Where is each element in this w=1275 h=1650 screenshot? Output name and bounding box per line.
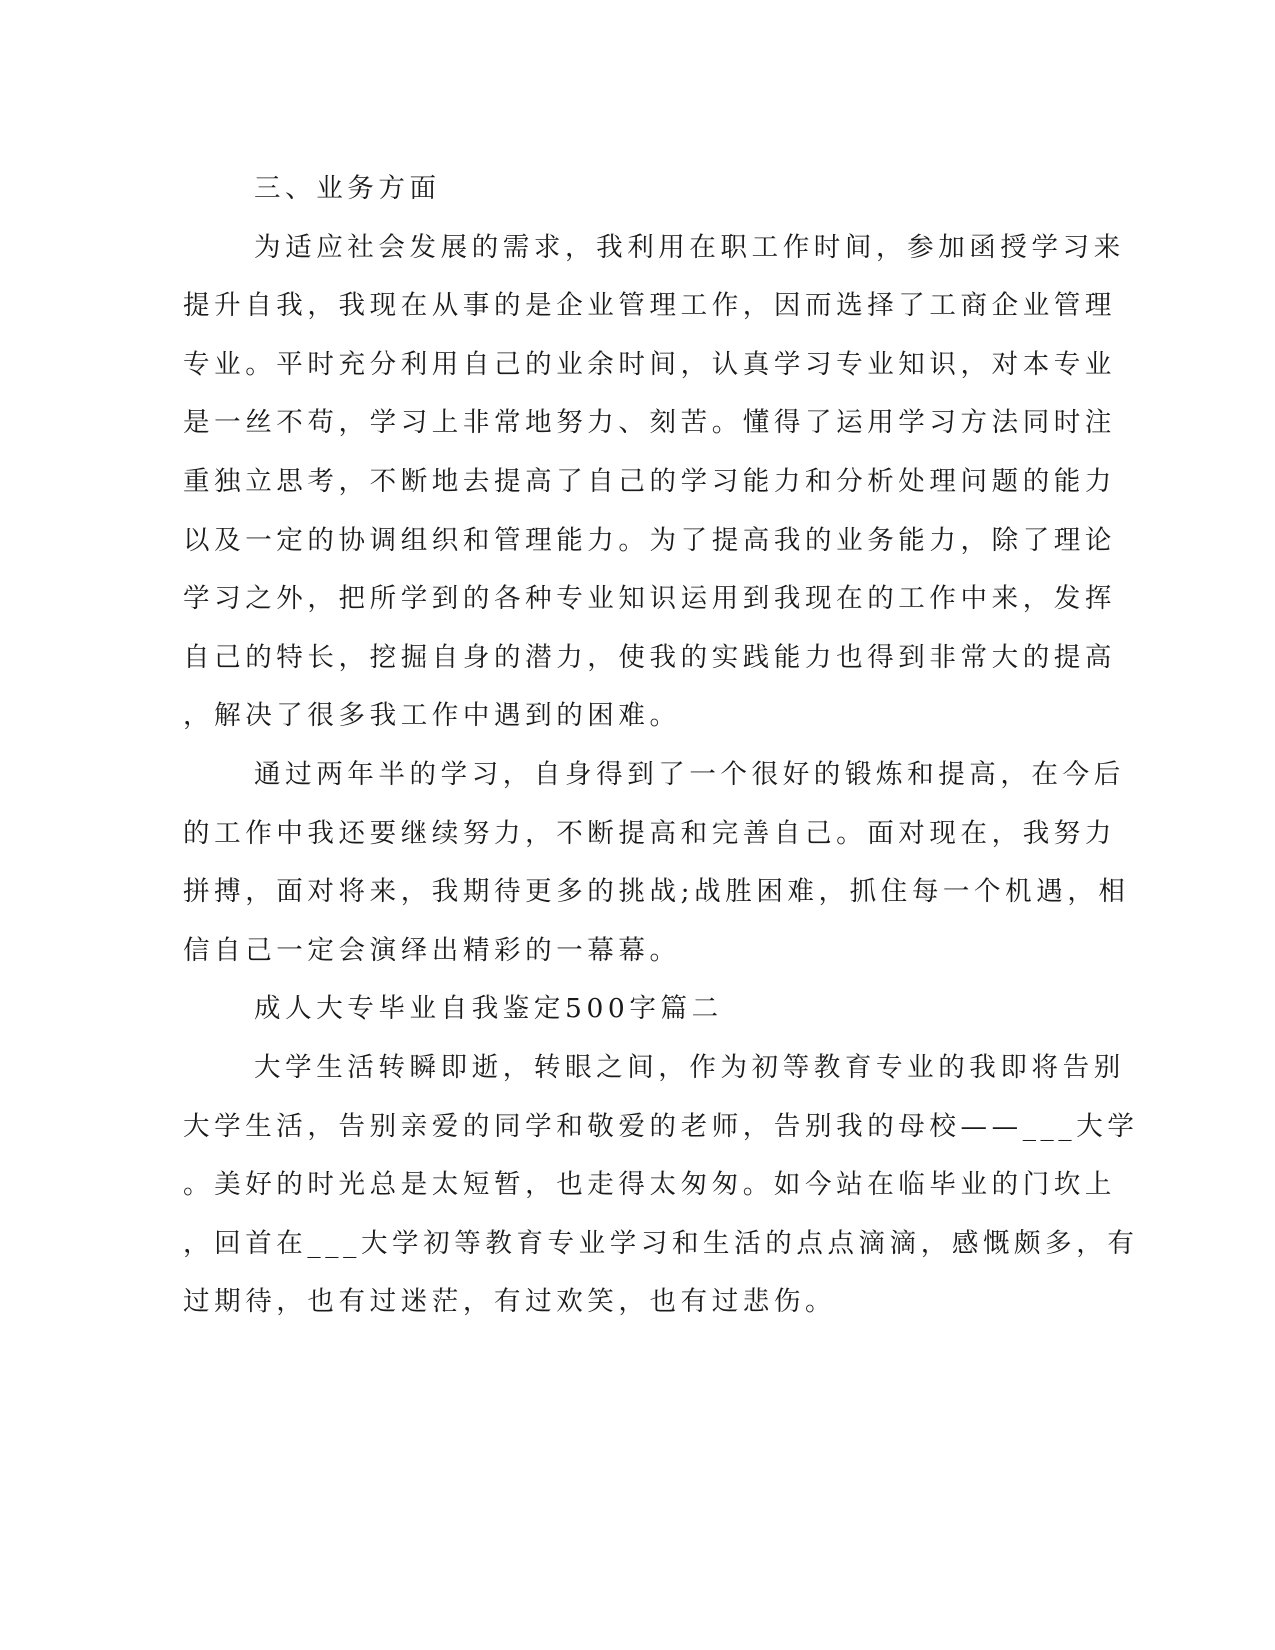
text-line: 大学生活，告别亲爱的同学和敬爱的老师，告别我的母校——___大学 xyxy=(183,1110,1139,1142)
text-line: 为适应社会发展的需求，我利用在职工作时间，参加函授学习来 xyxy=(254,231,1125,263)
text-line: 过期待，也有过迷茫，有过欢笑，也有过悲伤。 xyxy=(183,1286,837,1318)
text-line: 通过两年半的学习，自身得到了一个很好的锻炼和提高，在今后 xyxy=(254,758,1125,790)
text-line: 。美好的时光总是太短暂，也走得太匆匆。如今站在临毕业的门坎上 xyxy=(183,1169,1116,1201)
text-line: 重独立思考，不断地去提高了自己的学习能力和分析处理问题的能力 xyxy=(183,465,1116,497)
text-line: 的工作中我还要继续努力，不断提高和完善自己。面对现在，我努力 xyxy=(183,817,1116,849)
text-line: 专业。平时充分利用自己的业余时间，认真学习专业知识，对本专业 xyxy=(183,348,1116,380)
text-line: 提升自我，我现在从事的是企业管理工作，因而选择了工商企业管理 xyxy=(183,290,1116,322)
text-line: 自己的特长，挖掘自身的潜力，使我的实践能力也得到非常大的提高 xyxy=(183,641,1116,673)
section-heading: 成人大专毕业自我鉴定500字篇二 xyxy=(254,993,723,1025)
text-line: 学习之外，把所学到的各种专业知识运用到我现在的工作中来，发挥 xyxy=(183,583,1116,615)
text-line: 以及一定的协调组织和管理能力。为了提高我的业务能力，除了理论 xyxy=(183,524,1116,556)
section-heading: 三、业务方面 xyxy=(254,173,441,204)
text-line: 是一丝不苟，学习上非常地努力、刻苦。懂得了运用学习方法同时注 xyxy=(183,407,1116,439)
document-body xyxy=(183,160,1139,1332)
text-line: 拼搏，面对将来，我期待更多的挑战;战胜困难，抓住每一个机遇，相 xyxy=(183,876,1130,908)
text-line: ，解决了很多我工作中遇到的困难。 xyxy=(183,700,681,732)
text-line: 信自己一定会演绎出精彩的一幕幕。 xyxy=(183,934,681,966)
text-line: ，回首在___大学初等教育专业学习和生活的点点滴滴，感慨颇多，有 xyxy=(183,1227,1139,1259)
text-line: 大学生活转瞬即逝，转眼之间，作为初等教育专业的我即将告别 xyxy=(254,1051,1125,1083)
